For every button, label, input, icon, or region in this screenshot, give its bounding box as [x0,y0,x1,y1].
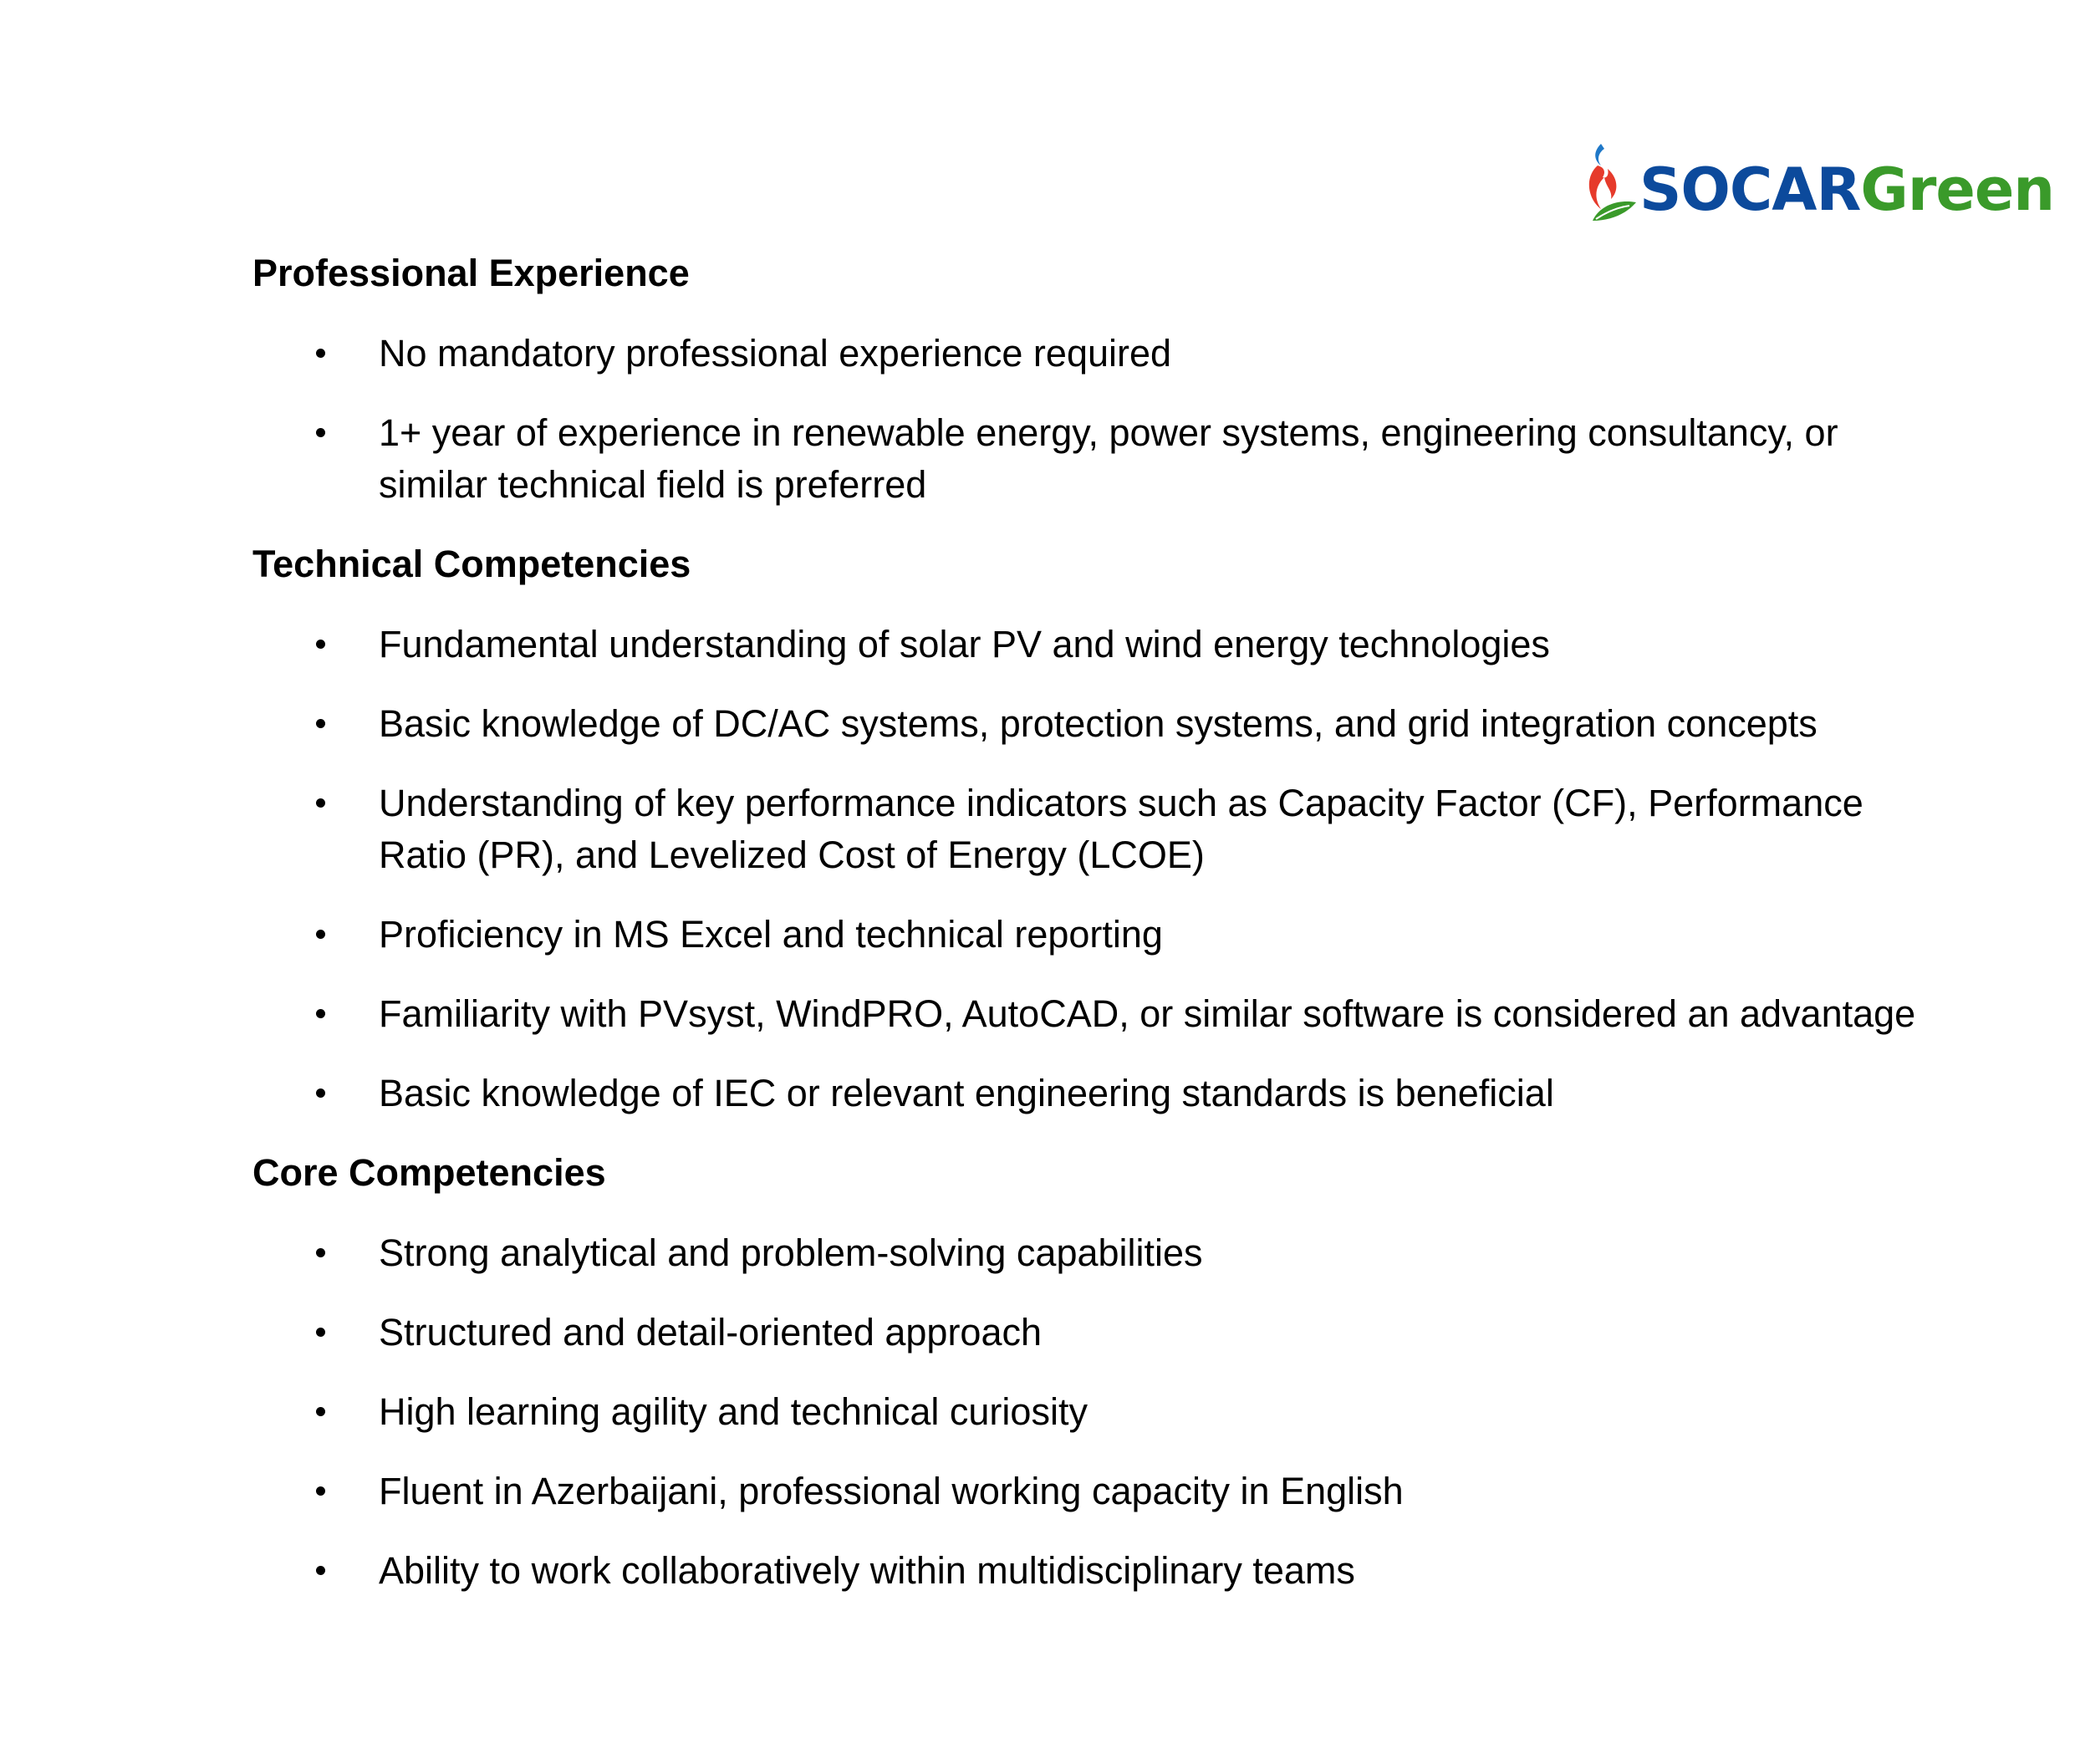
list-item-text: Basic knowledge of IEC or relevant engineering standards is beneficial [379,1072,1554,1114]
bullet-icon [316,930,325,939]
bullet-list [252,328,1925,511]
list-item [252,1307,1925,1359]
logo-green-text: Green [1860,155,2055,224]
list-item [252,988,1925,1040]
list-item-text: Fluent in Azerbaijani, professional working capacity in English [379,1470,1404,1512]
list-item [252,407,1925,511]
section-technical-competencies [252,538,1925,1119]
list-item [252,328,1925,380]
bullet-list [252,1227,1925,1597]
section-title: Core Competencies [252,1151,606,1194]
list-item [252,619,1925,670]
flame-leaf-icon [1576,140,1643,229]
list-item-text: High learning agility and technical curiosity [379,1390,1088,1433]
list-item [252,777,1925,881]
section-core-competencies [252,1147,1925,1597]
section-title: Professional Experience [252,252,690,294]
bullet-list [252,619,1925,1119]
list-item-text: Ability to work collaboratively within multidisciplinary teams [379,1549,1355,1592]
list-item [252,1466,1925,1517]
bullet-icon [316,798,325,808]
socar-green-logo [1576,140,2055,229]
list-item [252,698,1925,750]
section-title: Technical Competencies [252,543,691,585]
logo-wordmark [1639,155,2055,224]
list-item [252,1068,1925,1119]
list-item [252,1227,1925,1279]
section-professional-experience [252,247,1925,511]
document-body [252,247,1925,1624]
bullet-icon [316,719,325,728]
list-item [252,909,1925,961]
list-item-text: No mandatory professional experience required [379,332,1172,375]
list-item-text: Strong analytical and problem-solving capabilities [379,1231,1203,1274]
bullet-icon [316,428,325,437]
list-item-text: Structured and detail-oriented approach [379,1311,1043,1354]
bullet-icon [316,1486,325,1496]
list-item-text: Familiarity with PVsyst, WindPRO, AutoCAD, or similar software is considered an advantage [379,992,1916,1035]
logo-socar-text: SOCAR [1639,155,1861,224]
bullet-icon [316,1328,325,1337]
bullet-icon [316,1009,325,1018]
bullet-icon [316,349,325,358]
bullet-icon [316,640,325,649]
list-item [252,1545,1925,1597]
bullet-icon [316,1566,325,1575]
list-item-text: Proficiency in MS Excel and technical reporting [379,913,1163,956]
list-item-text: Basic knowledge of DC/AC systems, protection systems, and grid integration concepts [379,702,1818,745]
list-item-text: 1+ year of experience in renewable energy, power systems, engineering consultancy, or similar technical field is preferred [379,411,1838,506]
list-item-text: Understanding of key performance indicators such as Capacity Factor (CF), Performance Ratio (PR), and Levelized Cost of Energy (LCOE) [379,782,1863,876]
list-item [252,1386,1925,1438]
list-item-text: Fundamental understanding of solar PV and wind energy technologies [379,623,1550,665]
bullet-icon [316,1407,325,1416]
bullet-icon [316,1248,325,1257]
bullet-icon [316,1088,325,1098]
